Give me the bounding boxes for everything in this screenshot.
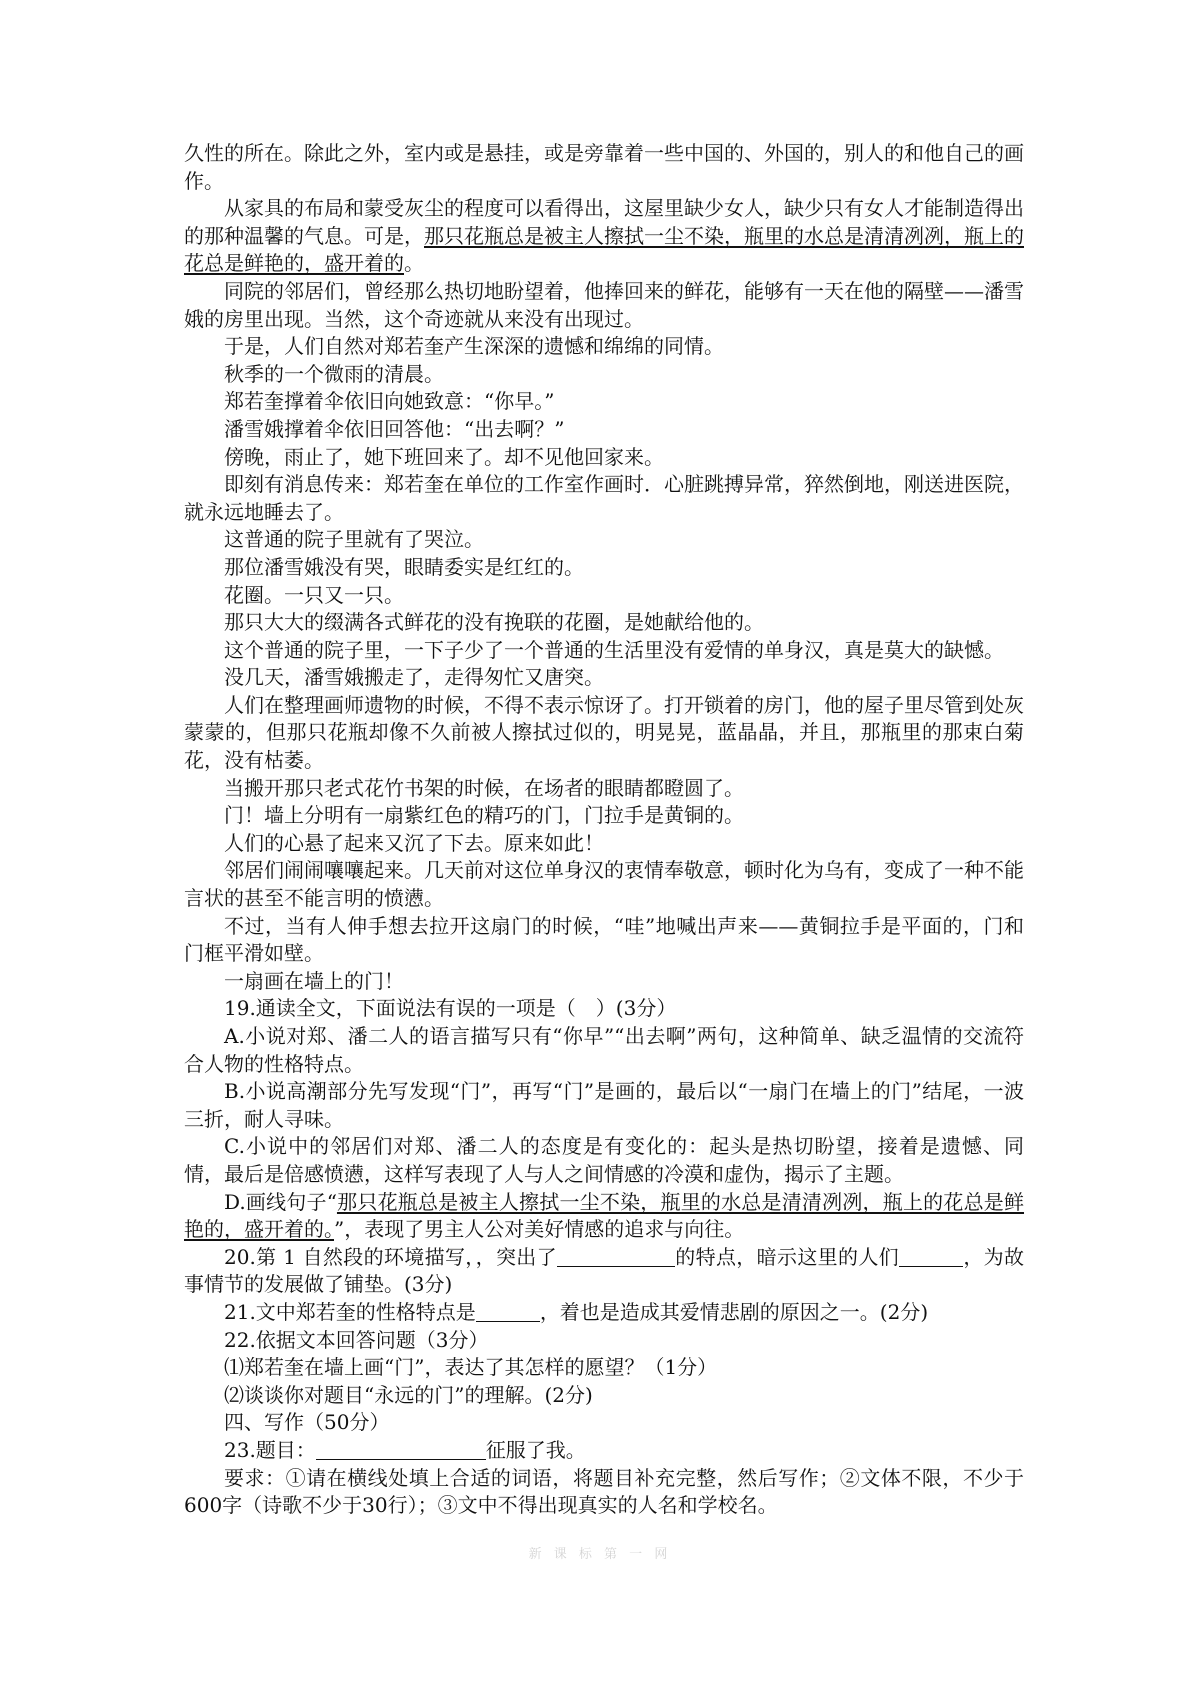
- watermark-footer: 新 课 标 第 一 网: [528, 1547, 672, 1562]
- underlined-quote: 那只花瓶总是被主人擦拭一尘不染，瓶里的水总是清清冽冽，瓶上的花总是鲜艳的，盛开着的。: [184, 1189, 1025, 1242]
- paragraph: 这普通的院子里就有了哭泣。: [224, 527, 484, 552]
- paragraph: 花圈。一只又一只。: [224, 582, 404, 607]
- text: ，为故事情节的发展做了铺垫。(3分): [184, 1244, 1025, 1297]
- paragraph: 那只大大的缀满各式鲜花的没有挽联的花圈，是她献给他的。: [224, 610, 764, 635]
- text: 征服了我。: [485, 1437, 586, 1462]
- underlined-sentence: 那只花瓶总是被主人擦拭一尘不染，瓶里的水总是清清冽冽，瓶上的花总是鲜艳的，盛开着的: [184, 223, 1024, 276]
- text: 从家具的布局和蒙受灰尘的程度可以看得出，这屋里缺少女人，缺少只有女人才能制造得出的那种温馨的气息。可是，: [184, 196, 1024, 248]
- paragraph: 没几天，潘雪娥搬走了，走得匆忙又唐突。: [224, 665, 604, 690]
- text: 。: [404, 251, 424, 276]
- writing-requirements: 要求：①请在横线处填上合适的词语，将题目补充完整，然后写作；②文体不限，不少于600字（诗歌不少于30行）；③文中不得出现真实的人名和学校名。: [184, 1465, 1024, 1518]
- paragraph: 郑若奎撑着伞依旧向她致意：“你早。”: [224, 389, 555, 414]
- question-22: 22.依据文本回答问题（3分）: [224, 1327, 489, 1352]
- paragraph: 于是，人们自然对郑若奎产生深深的遗憾和绵绵的同情。: [224, 334, 724, 359]
- paragraph: 人们的心悬了起来又沉了下去。原来如此！: [224, 830, 604, 855]
- paragraph-with-underlined-sentence: [184, 195, 1024, 278]
- question-20: [184, 1244, 1024, 1299]
- paragraph: 门！墙上分明有一扇紫红色的精巧的门，门拉手是黄铜的。: [224, 803, 744, 828]
- text: D.画线句子“: [224, 1189, 337, 1214]
- paragraph: 一扇画在墙上的门！: [224, 968, 404, 993]
- question-22-1: ⑴郑若奎在墙上画“门”，表达了其怎样的愿望？（1分）: [224, 1355, 718, 1380]
- title-blank[interactable]: [316, 1439, 486, 1460]
- text: 20.第 1 自然段的环境描写，，突出了: [224, 1244, 557, 1269]
- answer-blank[interactable]: [899, 1246, 963, 1267]
- text: ”，表现了男主人公对美好情感的追求与向往。: [334, 1217, 745, 1242]
- paragraph: 当搬开那只老式花竹书架的时候，在场者的眼睛都瞪圆了。: [224, 775, 744, 800]
- option-a: A.小说对郑、潘二人的语言描写只有“你早”“出去啊”两句，这种简单、缺乏温情的交流符合人物的性格特点。: [184, 1024, 1024, 1076]
- exam-page: [184, 140, 1024, 1520]
- paragraph: 这个普通的院子里，一下子少了一个普通的生活里没有爱情的单身汉，真是莫大的缺憾。: [224, 637, 1004, 662]
- section-heading-writing: 四、写作（50分）: [224, 1410, 390, 1435]
- answer-blank[interactable]: [476, 1301, 540, 1322]
- question-22-2: ⑵谈谈你对题目“永远的门”的理解。(2分): [224, 1382, 593, 1407]
- paragraph: 秋季的一个微雨的清晨。: [224, 361, 444, 386]
- paragraph: 潘雪娥撑着伞依旧回答他：“出去啊？”: [224, 416, 565, 441]
- text: 23.题目：: [224, 1437, 316, 1462]
- paragraph: 那位潘雪娥没有哭，眼睛委实是红红的。: [224, 554, 584, 579]
- question-21: [184, 1299, 1024, 1327]
- option-c: C.小说中的邻居们对郑、潘二人的态度是有变化的：起头是热切盼望，接着是遗憾、同情，最后是倍感愤懑，这样写表现了人与人之间情感的冷漠和虚伪，揭示了主题。: [184, 1134, 1024, 1186]
- answer-blank[interactable]: [557, 1246, 675, 1267]
- paragraph: 久性的所在。除此之外，室内或是悬挂，或是旁靠着一些中国的、外国的，别人的和他自己的画作。: [184, 141, 1024, 193]
- text: 的特点，暗示这里的人们: [674, 1244, 899, 1269]
- paragraph: 人们在整理画师遗物的时候，不得不表示惊讶了。打开锁着的房门，他的屋子里尽管到处灰蒙蒙的，但那只花瓶却像不久前被人擦拭过似的，明晃晃，蓝晶晶，并且，那瓶里的那束白菊花，没有枯萎。: [184, 692, 1024, 773]
- paragraph: 傍晚，雨止了，她下班回来了。却不见他回家来。: [224, 444, 664, 469]
- question-23: [184, 1437, 1024, 1465]
- option-b: B.小说高潮部分先写发现“门”，再写“门”是画的，最后以“一扇门在墙上的门”结尾，一波三折，耐人寻味。: [184, 1079, 1024, 1131]
- text: 21.文中郑若奎的性格特点是: [224, 1299, 476, 1324]
- paragraph: 不过，当有人伸手想去拉开这扇门的时候，“哇”地喊出声来——黄铜拉手是平面的，门和门框平滑如壁。: [184, 913, 1024, 966]
- question-19: 19.通读全文，下面说法有误的一项是（ ）(3分）: [224, 996, 677, 1021]
- paragraph: 邻居们闹闹嚷嚷起来。几天前对这位单身汉的衷情奉敬意，顿时化为乌有，变成了一种不能言状的甚至不能言明的愤懑。: [184, 858, 1024, 911]
- text: ，着也是造成其爱情悲剧的原因之一。(2分): [539, 1299, 929, 1324]
- paragraph: 即刻有消息传来：郑若奎在单位的工作室作画时．心脏跳搏异常，猝然倒地，刚送进医院，就永远地睡去了。: [184, 472, 1024, 524]
- option-d: [184, 1189, 1024, 1244]
- paragraph: 同院的邻居们，曾经那么热切地盼望着，他捧回来的鲜花，能够有一天在他的隔壁——潘雪娥的房里出现。当然，这个奇迹就从来没有出现过。: [184, 278, 1024, 331]
